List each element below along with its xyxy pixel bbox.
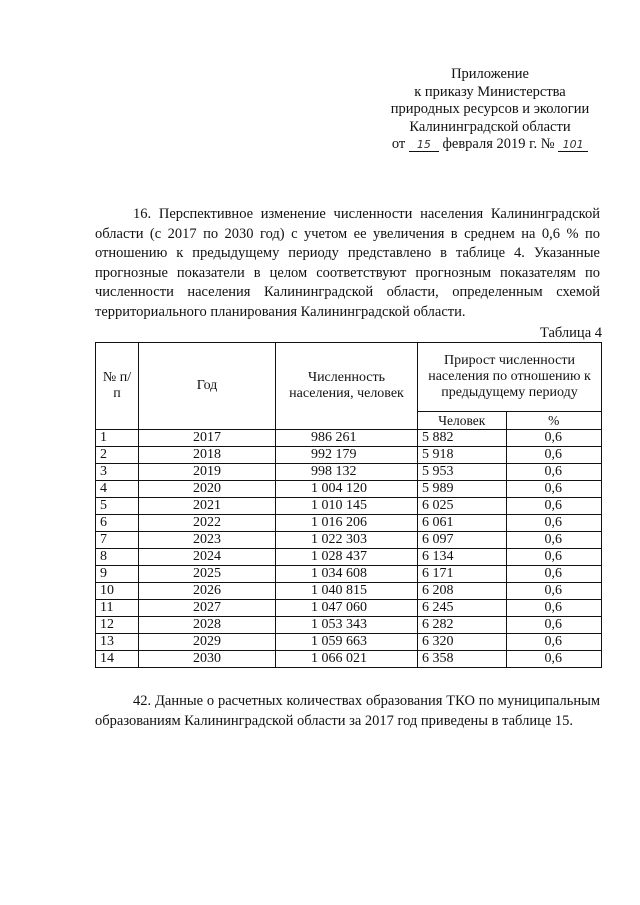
- cell-population: 998 132: [276, 464, 418, 481]
- cell-growth: 6 025: [418, 498, 507, 515]
- cell-percent: 0,6: [506, 651, 601, 668]
- header-ministry: природных ресурсов и экологии: [390, 101, 590, 117]
- header-growth-percent: %: [506, 412, 601, 430]
- header-order: к приказу Министерства: [414, 83, 566, 100]
- cell-percent: 0,6: [506, 566, 601, 583]
- cell-percent: 0,6: [506, 634, 601, 651]
- table-row: [96, 447, 602, 464]
- cell-population: 1 034 608: [276, 566, 418, 583]
- header-region: Калининградской области: [409, 118, 571, 135]
- cell-growth: 5 989: [418, 481, 507, 498]
- cell-num: 9: [96, 566, 139, 583]
- table-row: [96, 583, 602, 600]
- cell-year: 2018: [139, 447, 276, 464]
- cell-population: 992 179: [276, 447, 418, 464]
- cell-year: 2030: [139, 651, 276, 668]
- table-row: [96, 617, 602, 634]
- cell-year: 2026: [139, 583, 276, 600]
- cell-num: 2: [96, 447, 139, 464]
- cell-percent: 0,6: [506, 481, 601, 498]
- cell-population: 1 028 437: [276, 549, 418, 566]
- cell-year: 2020: [139, 481, 276, 498]
- table-row: [96, 549, 602, 566]
- cell-percent: 0,6: [506, 464, 601, 481]
- cell-year: 2017: [139, 430, 276, 447]
- cell-num: 1: [96, 430, 139, 447]
- cell-percent: 0,6: [506, 600, 601, 617]
- cell-growth: 5 882: [418, 430, 507, 447]
- header-appendix: Приложение: [451, 66, 529, 82]
- header-year: Год: [139, 343, 276, 430]
- cell-year: 2023: [139, 532, 276, 549]
- cell-growth: 6 061: [418, 515, 507, 532]
- cell-population: 1 066 021: [276, 651, 418, 668]
- handwritten-day: 15: [409, 139, 439, 152]
- cell-year: 2029: [139, 634, 276, 651]
- table-row: [96, 566, 602, 583]
- cell-growth: 5 918: [418, 447, 507, 464]
- table-row: [96, 634, 602, 651]
- paragraph-16: 16. Перспективное изменение численности населения Калининградской области (с 2017 по 2030 год) с учетом ее увеличения в среднем на 0,6 % по отношению к предыдущему периоду представлено в таблице 4. Указанные прогнозные показатели в целом соответствуют прогнозным показателям по численности населения Калининградской области, определенным схемой территориального планирования Калининградской области.: [95, 206, 600, 320]
- header-growth: Прирост численности населения по отношению к предыдущему периоду: [418, 343, 602, 412]
- table-row: [96, 481, 602, 498]
- cell-year: 2027: [139, 600, 276, 617]
- cell-num: 7: [96, 532, 139, 549]
- cell-population: 1 047 060: [276, 600, 418, 617]
- cell-percent: 0,6: [506, 583, 601, 600]
- cell-growth: 6 097: [418, 532, 507, 549]
- cell-year: 2024: [139, 549, 276, 566]
- cell-num: 13: [96, 634, 139, 651]
- header-population: Численность населения, человек: [276, 343, 418, 430]
- cell-population: 1 053 343: [276, 617, 418, 634]
- cell-num: 6: [96, 515, 139, 532]
- cell-population: 1 016 206: [276, 515, 418, 532]
- cell-growth: 5 953: [418, 464, 507, 481]
- cell-population: 986 261: [276, 430, 418, 447]
- table-row: [96, 515, 602, 532]
- date-prefix: от: [391, 136, 406, 152]
- cell-population: 1 004 120: [276, 481, 418, 498]
- cell-growth: 6 320: [418, 634, 507, 651]
- cell-growth: 6 282: [418, 617, 507, 634]
- cell-percent: 0,6: [506, 549, 601, 566]
- header-num: № п/п: [96, 343, 139, 430]
- cell-population: 1 040 815: [276, 583, 418, 600]
- cell-percent: 0,6: [506, 515, 601, 532]
- table-row: [96, 651, 602, 668]
- cell-percent: 0,6: [506, 447, 601, 464]
- header-date-line: [370, 136, 610, 154]
- cell-num: 11: [96, 600, 139, 617]
- cell-growth: 6 358: [418, 651, 507, 668]
- population-table: [95, 342, 602, 668]
- cell-num: 3: [96, 464, 139, 481]
- paragraph-42: 42. Данные о расчетных количествах образования ТКО по муниципальным образованиям Калининградской области за 2017 год приведены в таблице 15.: [95, 693, 600, 729]
- handwritten-number: 101: [558, 139, 588, 152]
- cell-year: 2021: [139, 498, 276, 515]
- cell-year: 2022: [139, 515, 276, 532]
- table-row: [96, 430, 602, 447]
- table-caption: Таблица 4: [539, 325, 602, 341]
- table-row: [96, 464, 602, 481]
- cell-num: 4: [96, 481, 139, 498]
- cell-percent: 0,6: [506, 617, 601, 634]
- cell-num: 8: [96, 549, 139, 566]
- document-header: [370, 66, 610, 154]
- cell-num: 14: [96, 651, 139, 668]
- table-body: [96, 430, 602, 668]
- cell-year: 2019: [139, 464, 276, 481]
- cell-year: 2028: [139, 617, 276, 634]
- table-row: [96, 600, 602, 617]
- cell-num: 12: [96, 617, 139, 634]
- cell-percent: 0,6: [506, 430, 601, 447]
- table-row: [96, 532, 602, 549]
- cell-year: 2025: [139, 566, 276, 583]
- cell-num: 10: [96, 583, 139, 600]
- cell-growth: 6 245: [418, 600, 507, 617]
- cell-percent: 0,6: [506, 498, 601, 515]
- date-middle: февраля 2019 г. №: [442, 136, 555, 152]
- cell-population: 1 010 145: [276, 498, 418, 515]
- cell-growth: 6 171: [418, 566, 507, 583]
- table-row: [96, 498, 602, 515]
- cell-growth: 6 208: [418, 583, 507, 600]
- header-growth-people: Человек: [418, 412, 507, 430]
- cell-percent: 0,6: [506, 532, 601, 549]
- cell-population: 1 022 303: [276, 532, 418, 549]
- cell-num: 5: [96, 498, 139, 515]
- cell-growth: 6 134: [418, 549, 507, 566]
- cell-population: 1 059 663: [276, 634, 418, 651]
